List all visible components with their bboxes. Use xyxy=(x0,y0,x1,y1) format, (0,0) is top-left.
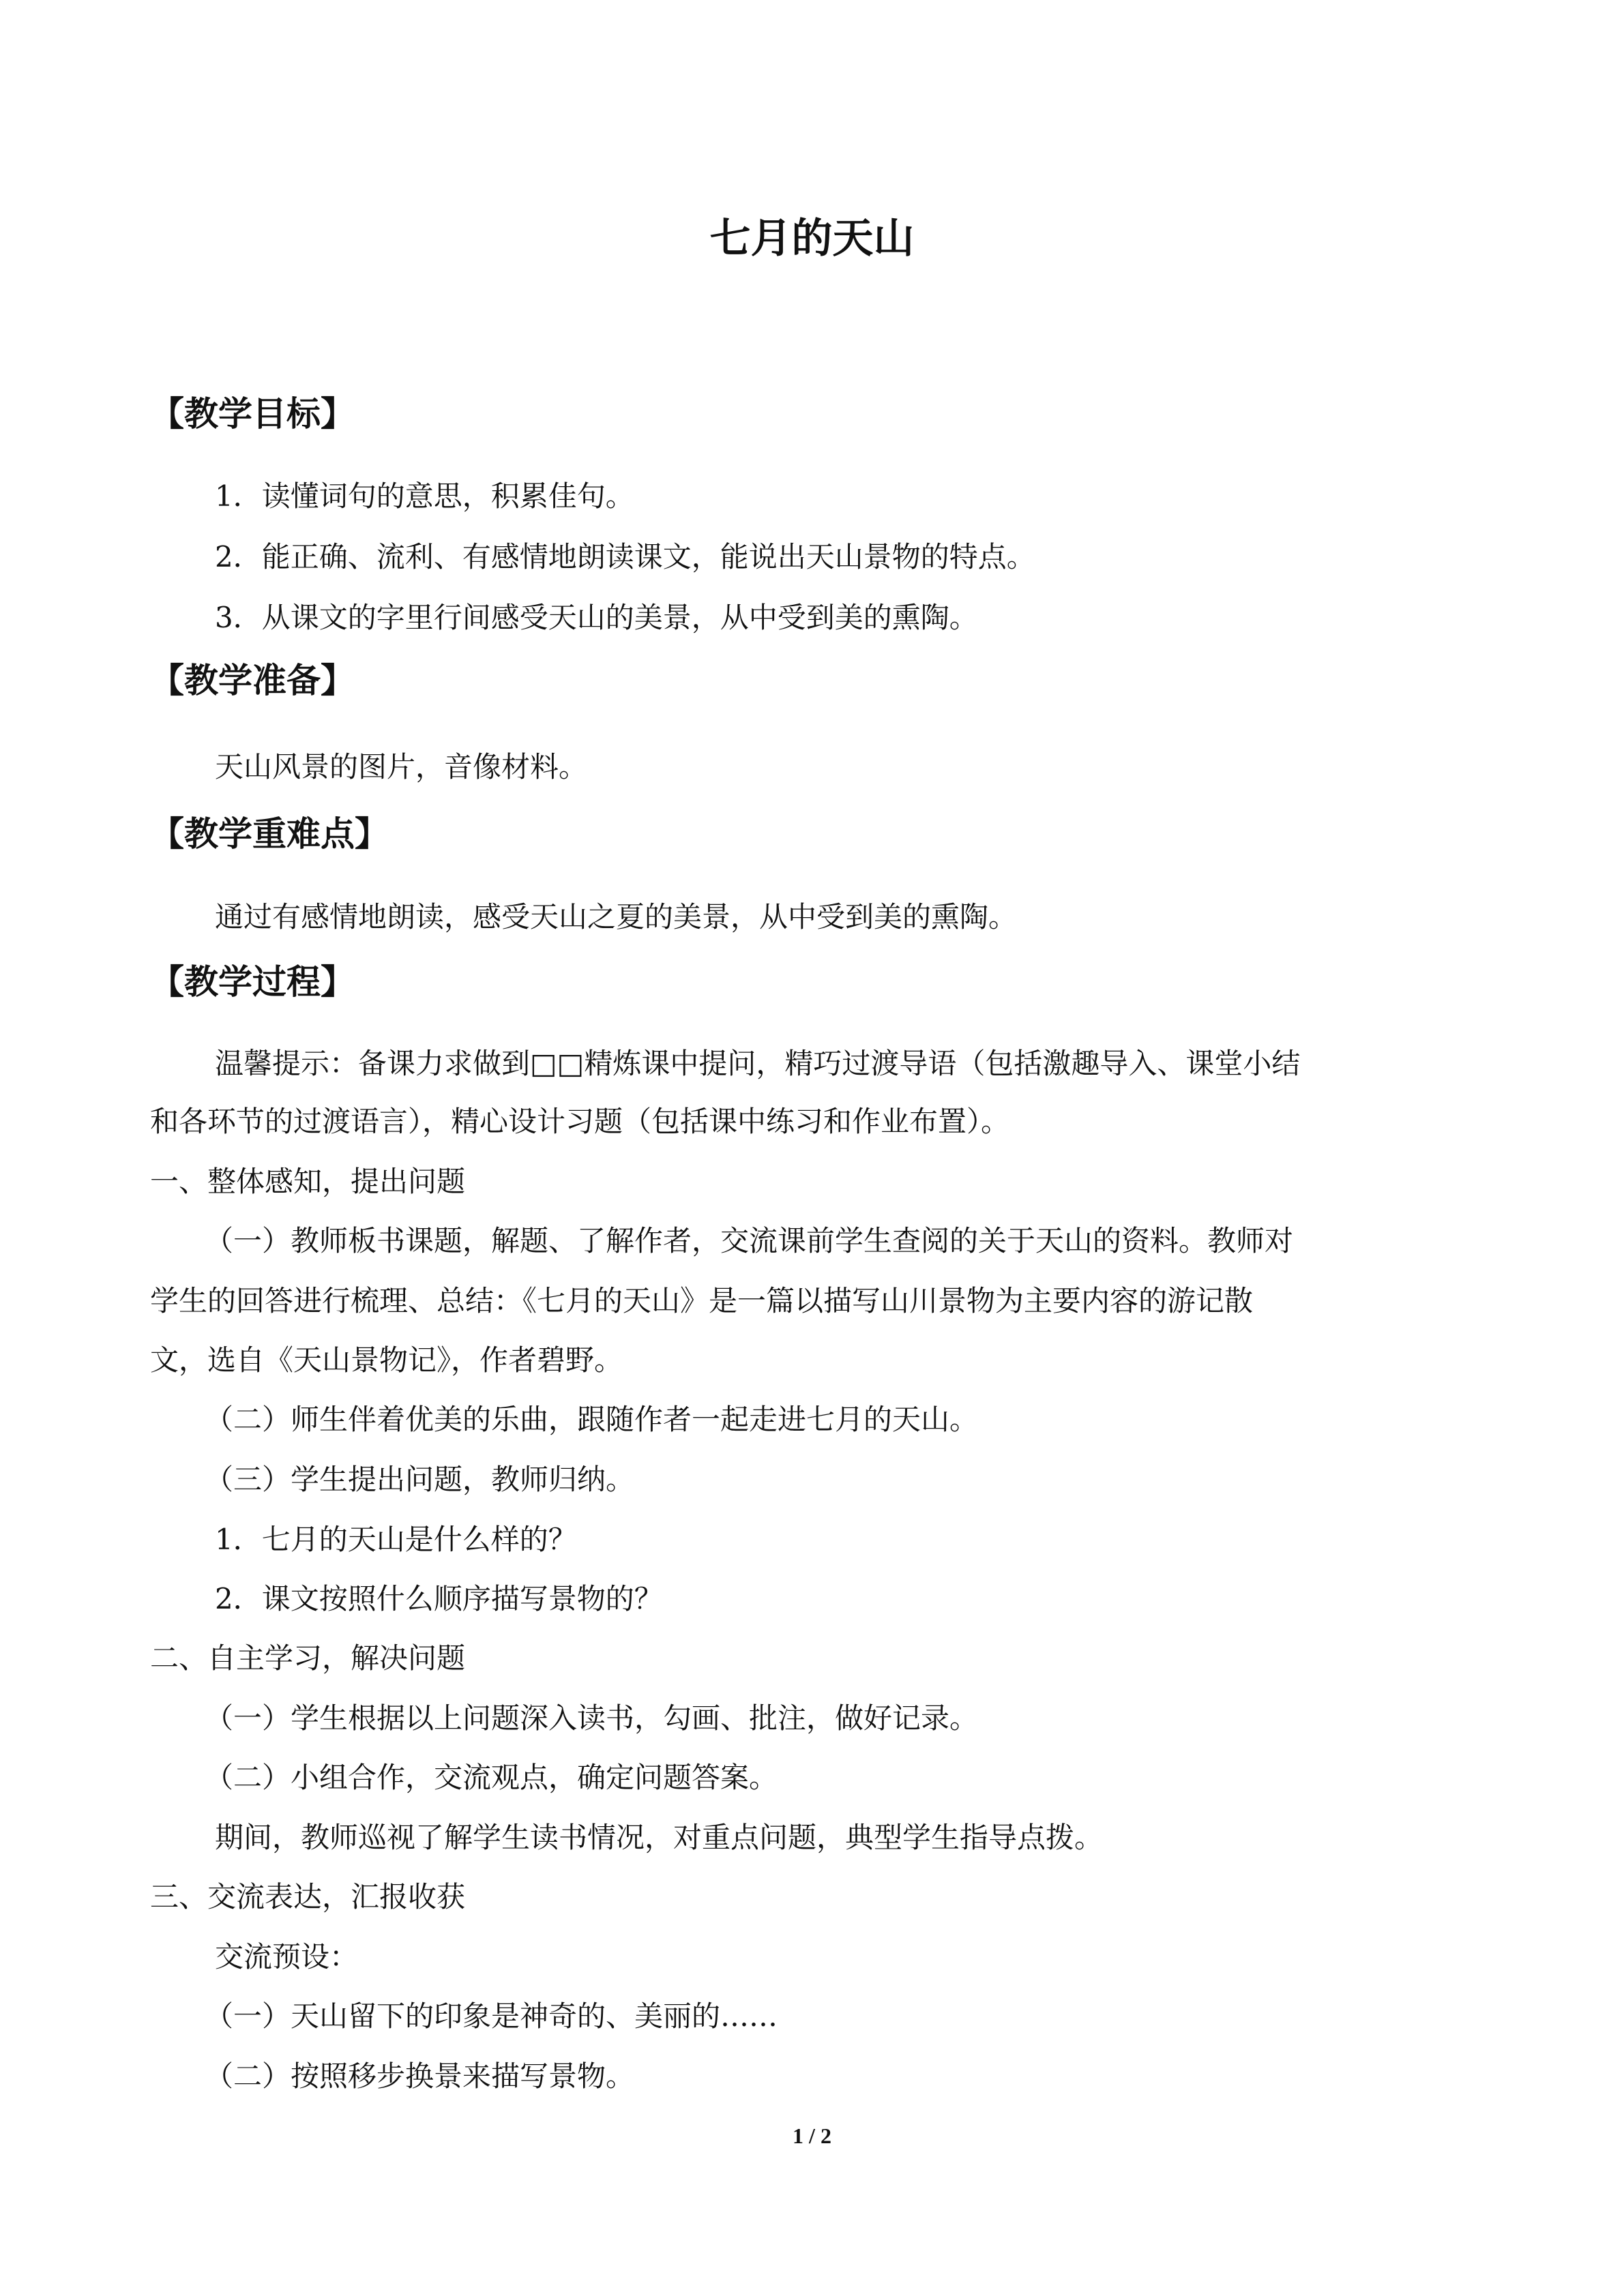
process-step-heading: 二、自主学习，解决问题 xyxy=(150,1641,466,1675)
process-line: （一）天山留下的印象是神奇的、美丽的…… xyxy=(205,1999,778,2033)
section-heading-preparation: 【教学准备】 xyxy=(150,661,355,700)
process-line: 温馨提示：备课力求做到□□精炼课中提问，精巧过渡导语（包括激趣导入、课堂小结 xyxy=(215,1047,1301,1080)
process-line: （一）学生根据以上问题深入读书，勾画、批注，做好记录。 xyxy=(205,1701,979,1735)
process-line: （二）师生伴着优美的乐曲，跟随作者一起走进七月的天山。 xyxy=(205,1403,979,1436)
process-line: （三）学生提出问题，教师归纳。 xyxy=(205,1463,635,1496)
process-line: （二）按照移步换景来描写景物。 xyxy=(205,2059,635,2093)
section-heading-process: 【教学过程】 xyxy=(150,962,355,1002)
section-heading-key-points: 【教学重难点】 xyxy=(150,814,389,854)
process-line: 2．课文按照什么顺序描写景物的？ xyxy=(215,1582,663,1615)
process-line: 1．七月的天山是什么样的？ xyxy=(215,1523,577,1556)
objective-item-2: 2．能正确、流利、有感情地朗读课文，能说出天山景物的特点。 xyxy=(215,540,1035,573)
process-line: 交流预设： xyxy=(215,1940,359,1973)
preparation-text: 天山风景的图片，音像材料。 xyxy=(215,750,588,784)
objective-item-3: 3．从课文的字里行间感受天山的美景，从中受到美的熏陶。 xyxy=(215,601,978,634)
document-title: 七月的天山 xyxy=(709,215,915,263)
process-line: 学生的回答进行梳理、总结：《七月的天山》是一篇以描写山川景物为主要内容的游记散 xyxy=(150,1284,1254,1317)
process-line: （一）教师板书课题，解题、了解作者，交流课前学生查阅的关于天山的资料。教师对 xyxy=(205,1224,1294,1257)
process-line: 文，选自《天山景物记》，作者碧野。 xyxy=(150,1343,623,1377)
process-line: （二）小组合作，交流观点，确定问题答案。 xyxy=(205,1761,778,1794)
process-line: 和各环节的过渡语言），精心设计习题（包括课中练习和作业布置）。 xyxy=(150,1105,1010,1138)
key-points-text: 通过有感情地朗读，感受天山之夏的美景，从中受到美的熏陶。 xyxy=(215,900,1018,934)
process-line: 期间，教师巡视了解学生读书情况，对重点问题，典型学生指导点拨。 xyxy=(215,1821,1104,1854)
section-heading-objectives: 【教学目标】 xyxy=(150,394,355,434)
page-number: 1 / 2 xyxy=(793,2123,831,2148)
process-step-heading: 一、整体感知，提出问题 xyxy=(150,1165,466,1198)
process-step-heading: 三、交流表达，汇报收获 xyxy=(150,1880,466,1913)
objective-item-1: 1．读懂词句的意思，积累佳句。 xyxy=(215,479,634,513)
